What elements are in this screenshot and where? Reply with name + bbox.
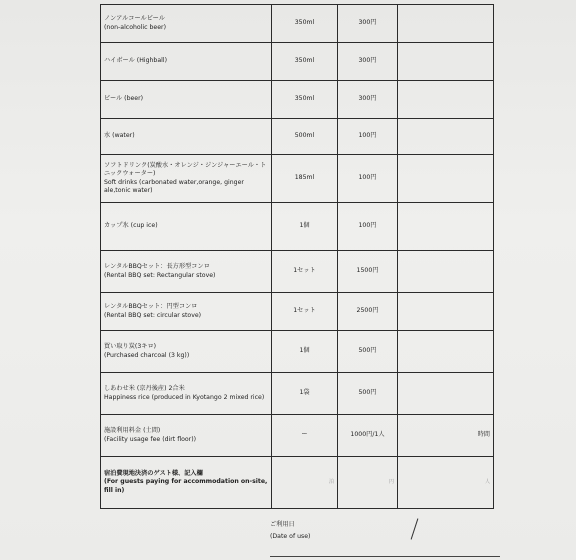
price-cell: 100円 (338, 203, 398, 251)
quantity-cell: 1個 (272, 203, 338, 251)
item-cell: ハイボール (Highball) (101, 43, 272, 81)
item-cell: しあわせ米 (京丹後産) 2合米 Happiness rice (produced in Kyotango 2 mixed rice) (101, 373, 272, 415)
price-cell: 2500円 (338, 293, 398, 331)
date-of-use-label-en: (Date of use) (270, 532, 311, 540)
price-cell: 100円 (338, 155, 398, 203)
quantity-cell: 1袋 (272, 373, 338, 415)
price-cell: 300円 (338, 43, 398, 81)
item-cell: カップ氷 (cup ice) (101, 203, 272, 251)
item-cell: ノンアルコールビール (non-alcoholic beer) (101, 5, 272, 43)
guest-instructions-cell: 宿泊費現地決済のゲスト様、記入欄 (For guests paying for accommodation on-site, fill in) (101, 457, 272, 509)
price-cell: 500円 (338, 373, 398, 415)
price-cell: 500円 (338, 331, 398, 373)
table-row (101, 331, 494, 373)
guests-field[interactable]: 人 (398, 457, 494, 509)
notes-cell (398, 119, 494, 155)
table-row (101, 251, 494, 293)
quantity-cell: ー (272, 415, 338, 457)
date-underline (270, 556, 500, 557)
notes-cell (398, 331, 494, 373)
table-row (101, 43, 494, 81)
quantity-cell: 350ml (272, 81, 338, 119)
table-row (101, 203, 494, 251)
notes-cell (398, 203, 494, 251)
guest-row (101, 457, 494, 509)
table-row (101, 373, 494, 415)
quantity-cell: 350ml (272, 5, 338, 43)
table-row (101, 155, 494, 203)
price-cell: 100円 (338, 119, 398, 155)
nights-field[interactable]: 泊 (272, 457, 338, 509)
notes-cell (398, 5, 494, 43)
date-of-use (270, 519, 310, 543)
item-cell: ソフトドリンク(炭酸水・オレンジ・ジンジャーエール・トニックウォーター) Soft drinks (carbonated water,orange, ginger ale,tonic water) (101, 155, 272, 203)
quantity-cell: 1セット (272, 293, 338, 331)
table-row (101, 119, 494, 155)
item-cell: 施設利用料金 (土間) (Facility usage fee (dirt floor)) (101, 415, 272, 457)
notes-cell (398, 81, 494, 119)
notes-cell (398, 293, 494, 331)
notes-cell: 時間 (398, 415, 494, 457)
item-cell: 水 (water) (101, 119, 272, 155)
quantity-cell: 185ml (272, 155, 338, 203)
price-cell: 300円 (338, 81, 398, 119)
notes-cell (398, 251, 494, 293)
price-cell: 1000円/1人 (338, 415, 398, 457)
item-cell: レンタルBBQセット：円型コンロ (Rental BBQ set: circular stove) (101, 293, 272, 331)
notes-cell (398, 43, 494, 81)
price-table (100, 4, 494, 509)
table-row (101, 415, 494, 457)
quantity-cell: 1個 (272, 331, 338, 373)
item-cell: 買い取り炭(3キロ) (Purchased charcoal (3 kg)) (101, 331, 272, 373)
notes-cell (398, 373, 494, 415)
item-cell: レンタルBBQセット：長方形型コンロ (Rental BBQ set: Rectangular stove) (101, 251, 272, 293)
price-cell: 1500円 (338, 251, 398, 293)
date-of-use-label-jp: ご利用日 (270, 521, 295, 528)
quantity-cell: 1セット (272, 251, 338, 293)
notes-cell (398, 155, 494, 203)
quantity-cell: 500ml (272, 119, 338, 155)
table-row (101, 81, 494, 119)
amount-field[interactable]: 円 (338, 457, 398, 509)
table-row (101, 5, 494, 43)
date-separator-slash (411, 518, 419, 539)
price-cell: 300円 (338, 5, 398, 43)
quantity-cell: 350ml (272, 43, 338, 81)
table-row (101, 293, 494, 331)
item-cell: ビール (beer) (101, 81, 272, 119)
